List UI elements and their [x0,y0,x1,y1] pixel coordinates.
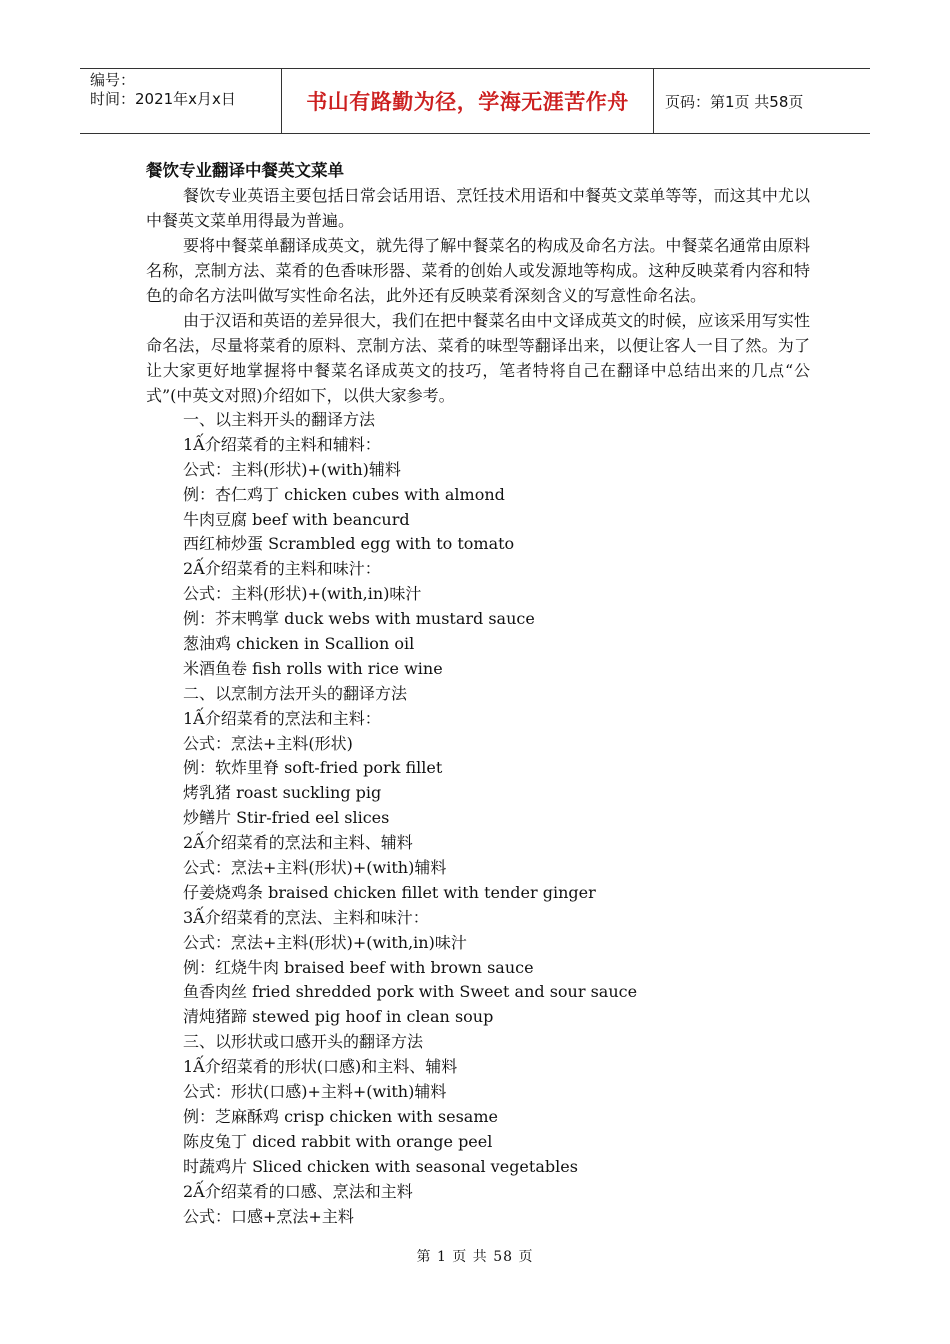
list-line: 葱油鸡 chicken in Scallion oil [183,634,415,654]
list-line: 烤乳猪 roast suckling pig [183,783,382,803]
header-page-info-cell [654,69,870,133]
header-motto-cell [282,69,654,133]
list-line: 公式：主料(形状)+(with)辅料 [183,459,401,479]
translation-rules-list [146,408,810,1229]
list-line: 米酒鱼卷 fish rolls with rice wine [183,658,443,678]
list-line: 一、以主料开头的翻译方法 [183,410,376,429]
document-body [146,158,810,1229]
header-doc-info [80,69,282,133]
header-motto: 书山有路勤为径，学海无涯苦作舟 [306,90,629,114]
list-line: 例：芥末鸭掌 duck webs with mustard sauce [183,609,535,629]
list-line: 鱼香肉丝 fried shredded pork with Sweet and sour sauce [183,982,638,1002]
list-line: 例：软炸里脊 soft-fried pork fillet [183,758,443,778]
list-line: 3Ấ介绍菜肴的烹法、主料和味汁： [183,907,429,927]
list-line: 公式：形状(口感)+主料+(with)辅料 [183,1082,447,1102]
list-line: 西红柿炒蛋 Scrambled egg with to tomato [183,534,515,554]
list-line: 2Ấ介绍菜肴的口感、烹法和主料 [183,1181,413,1201]
list-line: 炒鳝片 Stir-fried eel slices [183,808,390,828]
list-line: 时蔬鸡片 Sliced chicken with seasonal vegetables [183,1156,578,1176]
list-line: 清炖猪蹄 stewed pig hoof in clean soup [183,1007,494,1027]
header-page-info: 页码：第1页 共58页 [665,92,804,111]
list-line: 公式：烹法+主料(形状)+(with)辅料 [183,858,447,878]
list-line: 三、以形状或口感开头的翻译方法 [183,1032,424,1052]
document-title: 餐饮专业翻译中餐英文菜单 [146,161,344,180]
list-line: 1Ấ介绍菜肴的烹法和主料： [183,708,381,728]
list-line: 1Ấ介绍菜肴的主料和辅料： [183,434,381,454]
list-line: 公式：烹法+主料(形状) [183,733,353,753]
doc-date: 时间：2021年x月x日 [90,90,236,108]
paragraph: 要将中餐菜单翻译成英文，就先得了解中餐菜名的构成及命名方法。中餐菜名通常由原料名称，烹制方法、菜肴的色香味形器、菜肴的创始人或发源地等构成。这种反映菜肴内容和特色的命名方法叫做写实性命名法，此外还有反映菜肴深刻含义的写意性命名法。 [146,236,810,305]
list-line: 1Ấ介绍菜肴的形状(口感)和主料、辅料 [183,1057,458,1077]
doc-number-label: 编号： [90,71,136,89]
list-line: 仔姜烧鸡条 braised chicken fillet with tender ginger [183,882,596,902]
list-line: 公式：主料(形状)+(with,in)味汁 [183,584,422,604]
list-line: 陈皮兔丁 diced rabbit with orange peel [183,1131,493,1151]
list-line: 2Ấ介绍菜肴的主料和味汁： [183,559,381,579]
list-line: 公式：烹法+主料(形状)+(with,in)味汁 [183,932,467,952]
list-line: 例：杏仁鸡丁 chicken cubes with almond [183,484,505,504]
list-line: 牛肉豆腐 beef with beancurd [183,509,410,529]
page-footer: 第 1 页 共 58 页 [416,1249,534,1265]
paragraph: 餐饮专业英语主要包括日常会话用语、烹饪技术用语和中餐英文菜单等等，而这其中尤以中餐英文菜单用得最为普遍。 [146,186,810,230]
paragraph: 由于汉语和英语的差异很大，我们在把中餐菜名由中文译成英文的时候，应该采用写实性命名法，尽量将菜肴的原料、烹制方法、菜肴的味型等翻译出来，以便让客人一目了然。为了让大家更好地掌握将中餐菜名译成英文的技巧，笔者特将自己在翻译中总结出来的几点“公式”(中英文对照)介绍如下，以供大家参考。 [146,311,810,405]
list-line: 例：芝麻酥鸡 crisp chicken with sesame [183,1106,498,1126]
page-header [80,68,870,134]
list-line: 例：红烧牛肉 braised beef with brown sauce [183,957,534,977]
list-line: 2Ấ介绍菜肴的烹法和主料、辅料 [183,833,413,853]
list-line: 二、以烹制方法开头的翻译方法 [183,683,408,703]
list-line: 公式：口感+烹法+主料 [183,1206,354,1226]
